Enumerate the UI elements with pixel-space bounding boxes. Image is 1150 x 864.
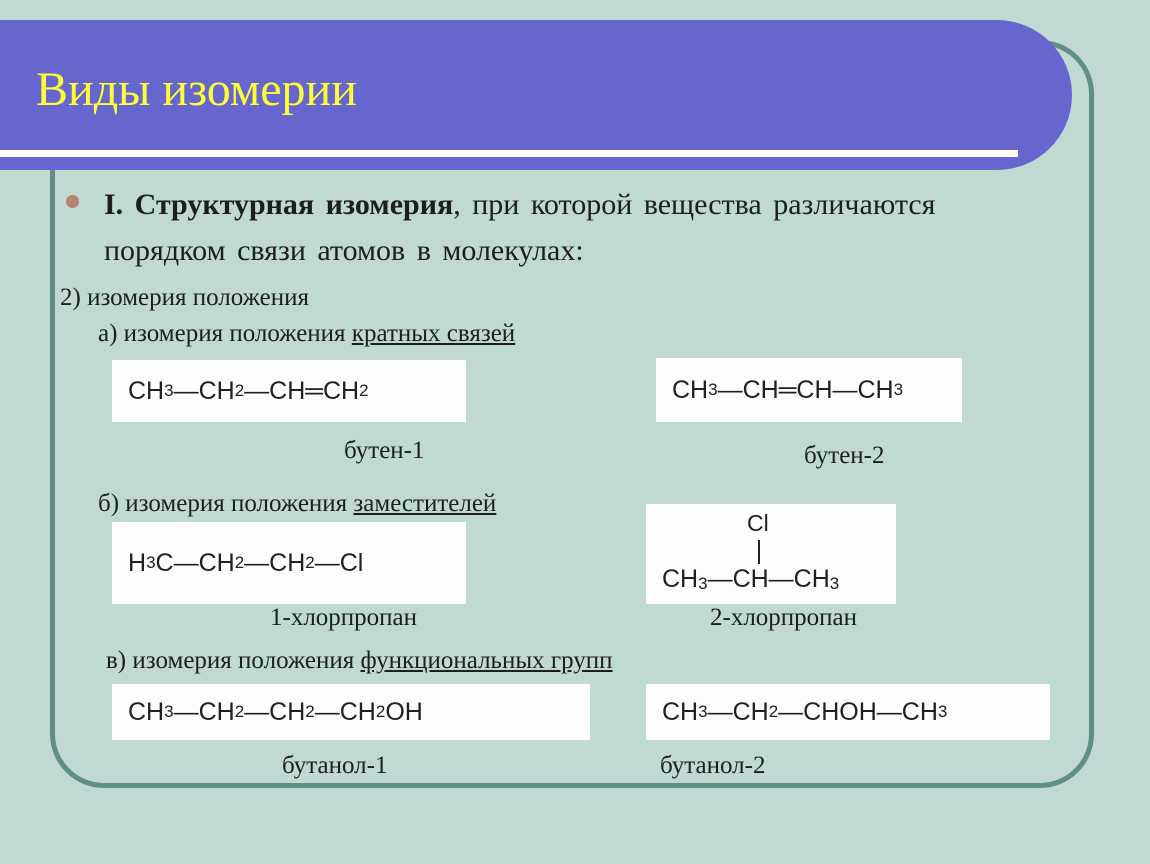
caption-butanol-1: бутанол-1 xyxy=(282,752,388,779)
formula-1-chloropropane: H 3 C—CH 2 —CH 2 —Cl xyxy=(112,522,466,604)
bullet-rest: , при которой вещества различаются порядком связи атомов в молекулах: xyxy=(104,188,936,267)
title-underline xyxy=(0,150,1018,157)
caption-butanol-2: бутанол-2 xyxy=(660,752,766,779)
formula-butene-2: CH 3 —CH═CH—CH 3 xyxy=(656,358,962,422)
formula-2-chloropropane-cl: Cl xyxy=(747,510,769,536)
subsection-b-prefix: б) изомерия положения xyxy=(98,490,354,517)
caption-butene-2: бутен-2 xyxy=(804,442,885,469)
caption-butene-1: бутен-1 xyxy=(344,437,425,464)
subsection-b-underlined: заместителей xyxy=(353,490,497,517)
subsection-c xyxy=(106,648,613,673)
subsection-a xyxy=(98,321,515,346)
subsection-a-prefix: а) изомерия положения xyxy=(98,320,352,347)
subsection-c-prefix: в) изомерия положения xyxy=(106,647,361,674)
caption-1-chloropropane: 1-хлорпропан xyxy=(270,604,418,631)
formula-butanol-1: CH 3 —CH 2 —CH 2 —CH 2 OH xyxy=(112,684,590,740)
subsection-c-underlined: функциональных групп xyxy=(360,647,613,674)
formula-butene-1: CH 3 —CH 2 —CH═CH 2 xyxy=(112,360,466,422)
subsection-a-underlined: кратных связей xyxy=(351,320,516,347)
vertical-bond xyxy=(758,540,760,564)
section-heading: 2) изомерия положения xyxy=(60,284,309,311)
bullet-bold: I. Структурная изомерия xyxy=(104,188,454,221)
formula-2-chloropropane: CH 3 —CH—CH 3 xyxy=(646,504,896,604)
subsection-b xyxy=(98,491,496,516)
slide-title: Виды изомерии xyxy=(36,63,357,116)
bullet-text xyxy=(104,182,984,274)
bullet-dot-icon xyxy=(66,195,79,208)
caption-2-chloropropane: 2-хлорпропан xyxy=(710,604,858,631)
formula-butanol-2: CH 3 —CH 2 —CHOH—CH 3 xyxy=(646,684,1050,740)
